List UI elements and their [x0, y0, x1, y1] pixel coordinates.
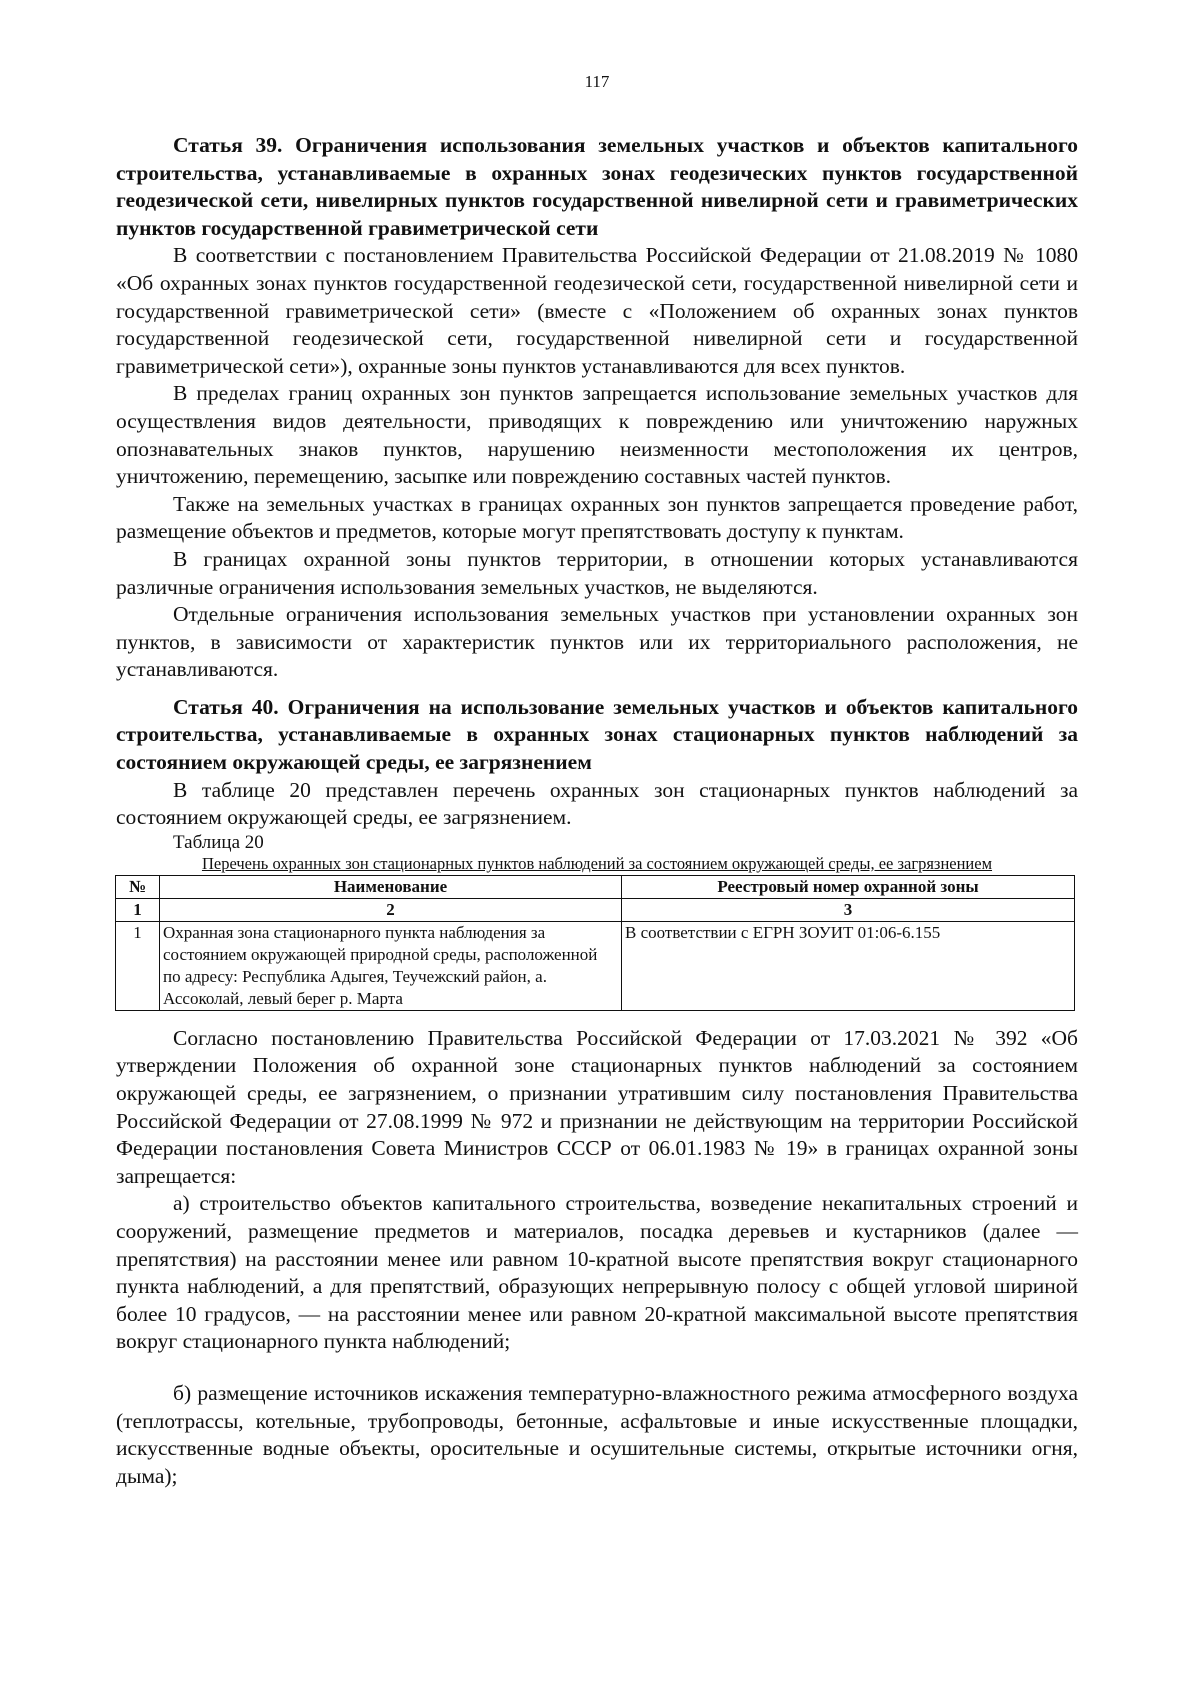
article-39-paragraph: В пределах границ охранных зон пунктов запрещается использование земельных участков для осуществления видов деятельности, приводящих к повреждению или уничтожению наружных опознавательных знаков пунктов, нарушению неизменности местоположения их центров, уничтожению, перемещению, засыпке или повреждению составных частей пунктов.	[116, 381, 1078, 489]
column-number: 1	[116, 898, 160, 921]
article-40-paragraph: Согласно постановлению Правительства Российской Федерации от 17.03.2021 № 392 «Об утверждении Положения об охранной зоне стационарных пунктов наблюдений за состоянием окружающей среды, ее загрязнением, о признании утратившим силу постановления Правительства Российской Федерации от 27.08.1999 № 972 и признании не действующим на территории Российской Федерации постановления Совета Министров СССР от 06.01.1983 № 19» в границах охранной зоны запрещается:	[116, 1025, 1078, 1188]
table-caption: Перечень охранных зон стационарных пунктов наблюдений за состоянием окружающей среды, ее загрязнением	[201, 853, 993, 873]
column-number: 3	[622, 898, 1075, 921]
article-39-paragraph: Также на земельных участках в границах охранных зон пунктов запрещается проведение работ, размещение объектов и предметов, которые могут препятствовать доступу к пунктам.	[116, 491, 1078, 544]
article-39-paragraph: В соответствии с постановлением Правительства Российской Федерации от 21.08.2019 № 1080 «Об охранных зонах пунктов государственной геодезической сети, государственной нивелирной сети и государственной гравиметрической сети» (вместе с «Положением об охранных зонах пунктов государственной геодезической сети, государственной нивелирной сети и государственной гравиметрической сети»), охранные зоны пунктов устанавливаются для всех пунктов.	[116, 243, 1078, 378]
column-number: 2	[160, 898, 622, 921]
article-39-heading: Статья 39. Ограничения использования земельных участков и объектов капитального строительства, устанавливаемые в охранных зонах геодезических пунктов государственной геодезической сети, нивелирных пунктов государственной нивелирной сети и гравиметрических пунктов государственной гравиметрической сети	[116, 133, 1078, 240]
article-39-paragraph: В границах охранной зоны пунктов территории, в отношении которых устанавливаются различные ограничения использования земельных участков, не выделяются.	[116, 546, 1078, 599]
header-number: №	[116, 875, 160, 898]
header-registry: Реестровый номер охранной зоны	[622, 875, 1075, 898]
row-registry: В соответствии с ЕГРН ЗОУИТ 01:06-6.155	[622, 921, 1075, 1010]
article-40-intro: В таблице 20 представлен перечень охранных зон стационарных пунктов наблюдений за состоянием окружающей среды, ее загрязнением.	[116, 777, 1078, 830]
article-40-paragraph: а) строительство объектов капитального строительства, возведение некапитальных строений и сооружений, размещение предметов и материалов, посадка деревьев и кустарников (далее — препятствия) на расстоянии менее или равном 10-кратной высоте препятствия вокруг стационарного пункта наблюдений, а для препятствий, образующих непрерывную полосу с общей угловой шириной более 10 градусов, — на расстоянии менее или равном 20-кратной максимальной высоте препятствия вокруг стационарного пункта наблюдений;	[116, 1191, 1078, 1354]
table-header-row	[116, 875, 1075, 898]
table-label: Таблица 20	[173, 831, 264, 853]
protected-zones-table	[115, 875, 1075, 1011]
column-number-row	[116, 898, 1075, 921]
header-name: Наименование	[160, 875, 622, 898]
row-name: Охранная зона стационарного пункта наблюдения за состоянием окружающей природной среды, расположенной по адресу: Республика Адыгея, Теучежский район, а. Ассоколай, левый берег р. Марта	[160, 921, 622, 1010]
article-40-heading: Статья 40. Ограничения на использование земельных участков и объектов капитального строительства, устанавливаемые в охранных зонах стационарных пунктов наблюдений за состоянием окружающей среды, ее загрязнением	[116, 694, 1078, 775]
article-39-paragraph: Отдельные ограничения использования земельных участков при установлении охранных зон пунктов, в зависимости от характеристик пунктов или их территориального расположения, не устанавливаются.	[116, 602, 1078, 682]
page-content	[116, 132, 1078, 1490]
row-number: 1	[116, 921, 160, 1010]
page-number: 117	[584, 72, 610, 91]
table-row	[116, 921, 1075, 1010]
article-40-paragraph: б) размещение источников искажения температурно-влажностного режима атмосферного воздуха (теплотрассы, котельные, трубопроводы, бетонные, асфальтовые и иные искусственные площадки, искусственные водные объекты, оросительные и осушительные системы, открытые источники огня, дыма);	[116, 1380, 1078, 1488]
